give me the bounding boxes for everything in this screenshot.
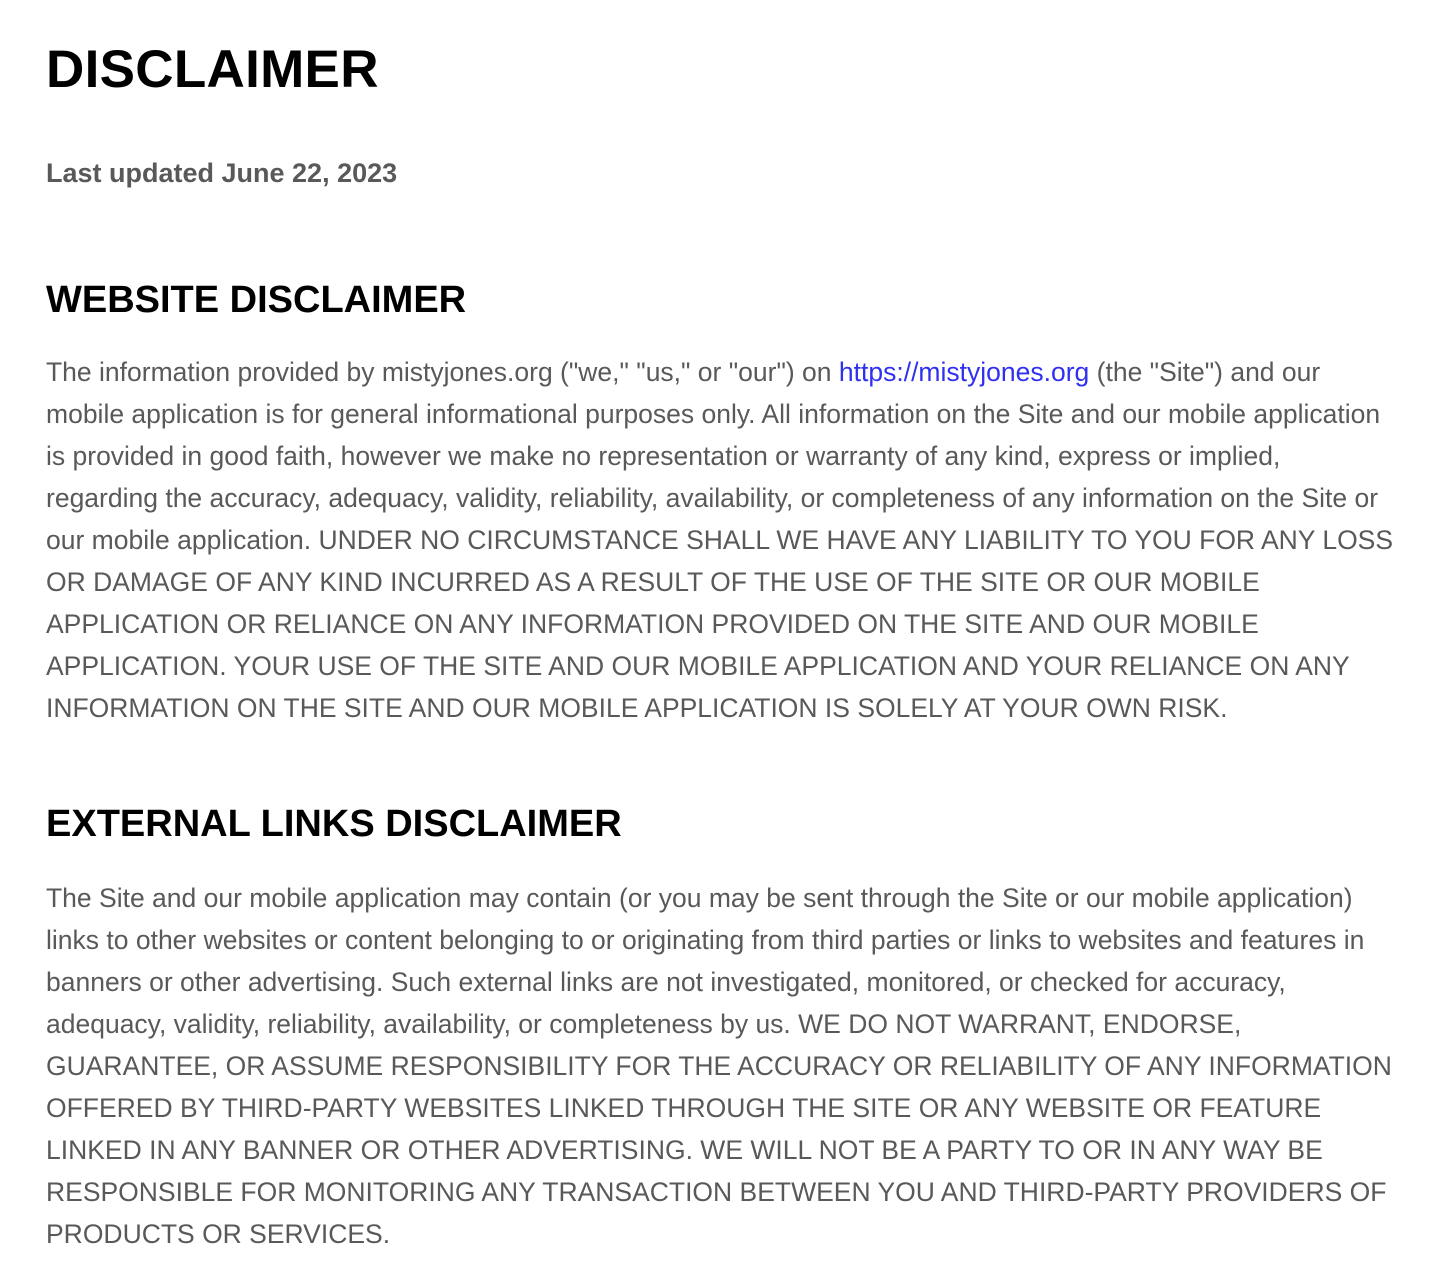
- last-updated-date: Last updated June 22, 2023: [46, 158, 398, 188]
- external-links-disclaimer-paragraph: The Site and our mobile application may contain (or you may be sent through the Site or our mobile application) links to other websites or content belonging to or originating from third parties or links to websites and features in banners or other advertising. Such external links are not investigated, monitored, or checked for accuracy, adequacy, validity, reliability, availability, or completeness by us. WE DO NOT WARRANT, ENDORSE, GUARANTEE, OR ASSUME RESPONSIBILITY FOR THE ACCURACY OR RELIABILITY OF ANY INFORMATION OFFERED BY THIRD-PARTY WEBSITES LINKED THROUGH THE SITE OR ANY WEBSITE OR FEATURE LINKED IN ANY BANNER OR OTHER ADVERTISING. WE WILL NOT BE A PARTY TO OR IN ANY WAY BE RESPONSIBLE FOR MONITORING ANY TRANSACTION BETWEEN YOU AND THIRD-PARTY PROVIDERS OF PRODUCTS OR SERVICES.: [46, 883, 1392, 1249]
- external-links-disclaimer-heading: EXTERNAL LINKS DISCLAIMER: [46, 803, 622, 845]
- website-disclaimer-text-end: (the "Site") and our mobile application is for general informational purposes only. All information on the Site and our mobile application is provided in good faith, however we make no representation or warranty of any kind, express or implied, regarding the accuracy, adequacy, validity, reliability, availability, or completeness of any information on the Site or our mobile application. UNDER NO CIRCUMSTANCE SHALL WE HAVE ANY LIABILITY TO YOU FOR ANY LOSS OR DAMAGE OF ANY KIND INCURRED AS A RESULT OF THE USE OF THE SITE OR OUR MOBILE APPLICATION OR RELIANCE ON ANY INFORMATION PROVIDED ON THE SITE AND OUR MOBILE APPLICATION. YOUR USE OF THE SITE AND OUR MOBILE APPLICATION AND YOUR RELIANCE ON ANY INFORMATION ON THE SITE AND OUR MOBILE APPLICATION IS SOLELY AT YOUR OWN RISK.: [46, 357, 1394, 723]
- website-disclaimer-heading: WEBSITE DISCLAIMER: [46, 279, 467, 321]
- website-disclaimer-text-start: The information provided by mistyjones.org ("we," "us," or "our") on: [46, 357, 839, 387]
- site-url-link[interactable]: https://mistyjones.org: [838, 357, 1090, 387]
- website-disclaimer-paragraph: [46, 351, 1398, 729]
- page-title: DISCLAIMER: [46, 40, 379, 99]
